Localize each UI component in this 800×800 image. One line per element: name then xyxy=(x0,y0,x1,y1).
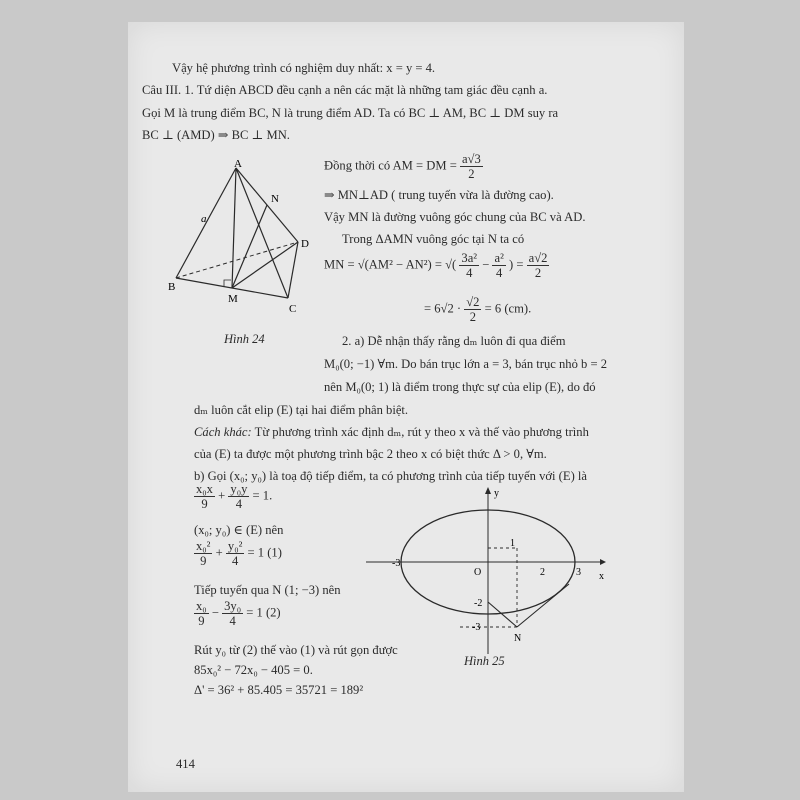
math-line: MN = √(AM² − AN²) = √( $\frac{\text{3a²}}{4}$ − $\frac{\text{a²}}{4}$ ) = $\frac{a√2}{2}$ xyxy=(324,251,548,280)
label-C: C xyxy=(289,303,297,315)
book-page xyxy=(128,22,684,792)
label-D: D xyxy=(301,238,309,250)
math-line: = 6√2 · $\frac{√2}{2}$ = 6 (cm). xyxy=(424,295,532,324)
fraction: $\frac{a√3}{2}$ xyxy=(461,152,481,181)
text-line: Câu III. 1. Tứ diện ABCD đều cạnh a nên các mặt là những tam giác đều cạnh a. xyxy=(142,83,548,97)
tick-label: 3 xyxy=(576,567,581,578)
text-line: 85x₀² − 72x₀ − 405 = 0. xyxy=(194,663,313,677)
tick-label: -2 xyxy=(474,598,483,609)
text-line: Cách khác: Từ phương trình xác định dₘ, rút y theo x và thế vào phương trình xyxy=(194,425,589,439)
tick-label: -3 xyxy=(392,558,401,569)
equation-tangent: $\frac{\text{x₀x}}{9}$ + $\frac{\text{y₀y}}{4}$ = 1. xyxy=(196,482,273,511)
tick-label: -3 xyxy=(472,622,481,633)
equation-2: $\frac{\text{x₀}}{9}$ − $\frac{\text{3y₀}}{4}$ = 1 (2) xyxy=(196,599,281,628)
label-N: N xyxy=(271,193,279,205)
axis-label-y: y xyxy=(494,488,499,499)
text-line: Vậy MN là đường vuông góc chung của BC và AD. xyxy=(324,210,586,224)
tick-label: 2 xyxy=(540,567,545,578)
text-line: dₘ luôn cắt elip (E) tại hai điểm phân biệt. xyxy=(194,403,409,417)
figure-25-ellipse xyxy=(364,484,614,664)
text-line: b) Gọi (x₀; y₀) là toạ độ tiếp điểm, ta có phương trình của tiếp tuyến với (E) là xyxy=(194,469,587,483)
text-line: Gọi M là trung điểm BC, N là trung điểm AD. Ta có BC ⊥ AM, BC ⊥ DM suy ra xyxy=(142,106,559,120)
label-B: B xyxy=(168,281,176,293)
text-line: ⇒ MN⊥AD ( trung tuyến vừa là đường cao). xyxy=(324,188,554,202)
figure-24-caption: Hình 24 xyxy=(224,332,265,346)
text-line: (x₀; y₀) ∈ (E) nên xyxy=(194,523,284,537)
label-a: a xyxy=(201,213,207,225)
text-line: M₀(0; −1) ∀m. Do bán trục lớn a = 3, bán trục nhỏ b = 2 xyxy=(324,357,608,371)
tick-label: 1 xyxy=(510,538,515,549)
label-A: A xyxy=(234,160,242,170)
text-line: BC ⊥ (AMD) ⇒ BC ⊥ MN. xyxy=(142,128,290,142)
text-line: của (E) ta được một phương trình bậc 2 theo x có biệt thức Δ > 0, ∀m. xyxy=(194,447,547,461)
page-number: 414 xyxy=(176,757,195,771)
figure-24-tetrahedron xyxy=(168,160,316,320)
math-line: Đồng thời có AM = DM = $\frac{a√3}{2}$ xyxy=(324,152,481,181)
equation-1: $\frac{\text{x₀²}}{9}$ + $\frac{\text{y₀²}}{4}$ = 1 (1) xyxy=(196,539,282,568)
text-line: Trong ΔAMN vuông góc tại N ta có xyxy=(342,232,525,246)
text-line: Vậy hệ phương trình có nghiệm duy nhất: x = y = 4. xyxy=(172,61,436,75)
question-label: Câu III. 1. xyxy=(142,83,194,97)
text-line: Rút y₀ từ (2) thế vào (1) và rút gọn được xyxy=(194,643,398,657)
text-line: Tiếp tuyến qua N (1; −3) nên xyxy=(194,583,341,597)
figure-25-caption: Hình 25 xyxy=(464,654,505,668)
text-line: 2. a) Dễ nhận thấy rằng dₘ luôn đi qua điểm xyxy=(342,334,566,348)
text-line: Δ' = 36² + 85.405 = 35721 = 189² xyxy=(194,683,364,697)
text-line: nên M₀(0; 1) là điểm trong thực sự của elip (E), do đó xyxy=(324,380,596,394)
point-label-N: N xyxy=(514,633,522,644)
label-M: M xyxy=(228,293,238,305)
origin-label: O xyxy=(474,567,482,578)
axis-label-x: x xyxy=(599,571,604,582)
